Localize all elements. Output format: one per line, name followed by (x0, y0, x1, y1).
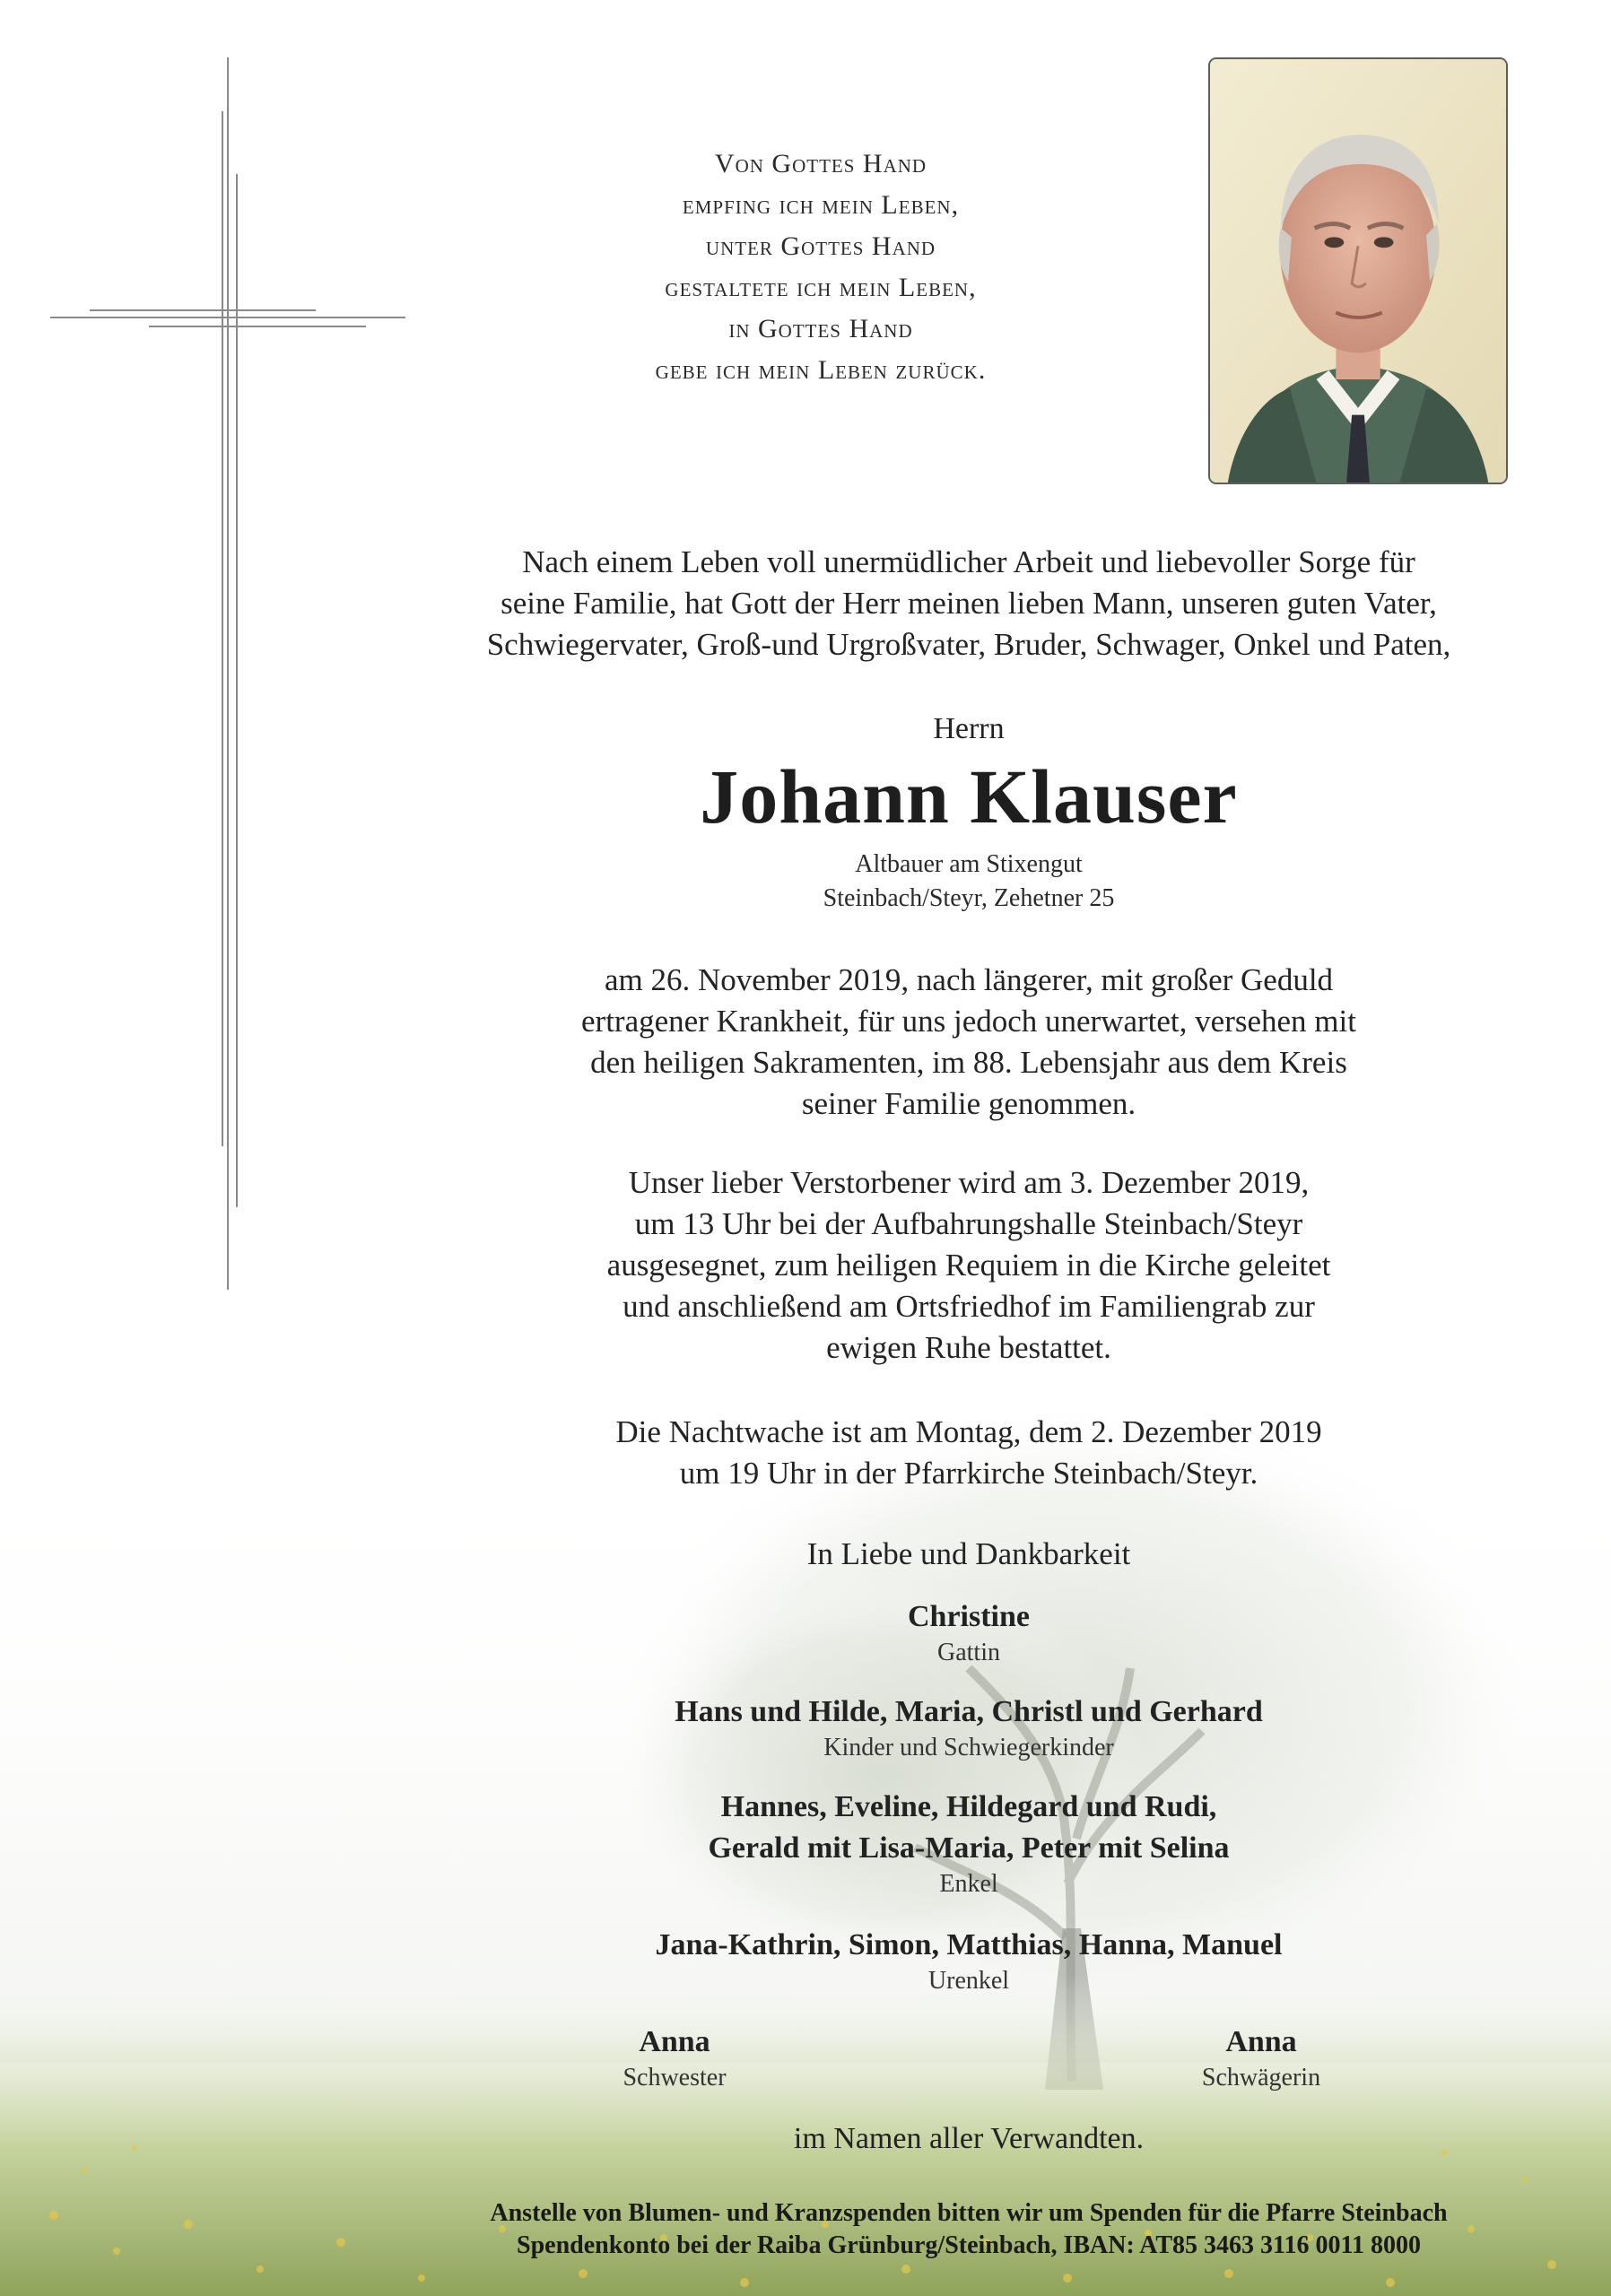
sister-in-law-entry (1127, 2022, 1396, 2093)
verse-line: unter Gottes Hand (705, 231, 936, 261)
closing-line: im Namen aller Verwandten. (793, 2122, 1145, 2155)
grandchildren-relation: Enkel (939, 1870, 998, 1898)
memorial-verse (538, 144, 1103, 391)
children-names: Hans und Hilde, Maria, Christl und Gerhard (675, 1695, 1263, 1728)
intro-text (377, 542, 1561, 665)
deceased-name: Johann Klauser (700, 753, 1238, 839)
grandchildren-names: Gerald mit Lisa-Maria, Peter mit Selina (708, 1831, 1230, 1865)
grandchildren-entry (502, 1787, 1435, 1900)
deceased-address: Steinbach/Steyr, Zehetner 25 (823, 884, 1115, 912)
great-grandchildren-relation: Urenkel (927, 1967, 1010, 1995)
funeral-line: um 13 Uhr bei der Aufbahrungshalle Steinbach/Steyr (634, 1206, 1303, 1241)
donation-line: Spendenkonto bei der Raiba Grünburg/Steinbach, IBAN: AT85 3463 3116 0011 8000 (517, 2231, 1421, 2259)
funeral-line: Unser lieber Verstorbener wird am 3. Dezember 2019, (628, 1165, 1310, 1200)
mourners-heading (377, 1534, 1561, 1575)
verse-line: gestaltete ich mein Leben, (665, 273, 977, 302)
cross-icon (0, 0, 413, 1292)
grandchildren-names: Hannes, Eveline, Hildegard und Rudi, (720, 1790, 1217, 1823)
sister-relation: Schwester (623, 2064, 727, 2092)
verse-line: gebe ich mein Leben zurück. (655, 355, 987, 385)
vigil-info (377, 1412, 1561, 1494)
vigil-line: um 19 Uhr in der Pfarrkirche Steinbach/Steyr. (679, 1456, 1258, 1491)
vigil-line: Die Nachtwache ist am Montag, dem 2. Dezember 2019 (615, 1414, 1322, 1449)
deceased-title: Altbauer am Stixengut (855, 850, 1083, 878)
donation-line: Anstelle von Blumen- und Kranzspenden bitten wir um Spenden für die Pfarre Steinbach (490, 2199, 1448, 2227)
great-grandchildren-names: Jana-Kathrin, Simon, Matthias, Hanna, Manuel (655, 1928, 1283, 1961)
death-notice (377, 960, 1561, 1125)
verse-line: Von Gottes Hand (714, 149, 927, 178)
verse-line: empfing ich mein Leben, (682, 190, 960, 220)
funeral-line: und anschließend am Ortsfriedhof im Familiengrab zur (623, 1289, 1315, 1324)
great-grandchildren-entry (502, 1925, 1435, 1996)
death-notice-line: seiner Familie genommen. (801, 1086, 1136, 1121)
death-notice-line: ertragener Krankheit, für uns jedoch unerwartet, versehen mit (581, 1004, 1356, 1039)
death-notice-line: den heiligen Sakramenten, im 88. Lebensjahr aus dem Kreis (590, 1045, 1347, 1080)
funeral-line: ausgesegnet, zum heiligen Requiem in die Kirche geleitet (606, 1248, 1331, 1283)
spouse-relation: Gattin (937, 1639, 1000, 1666)
donation-notice (323, 2197, 1611, 2262)
mourners-heading-text: In Liebe und Dankbarkeit (806, 1536, 1131, 1571)
sister-name: Anna (639, 2025, 710, 2058)
verse-line: in Gottes Hand (728, 314, 913, 344)
sister-entry (540, 2022, 809, 2093)
spouse-entry (502, 1596, 1435, 1668)
funeral-line: ewigen Ruhe bestattet. (826, 1330, 1111, 1365)
honorific: Herrn (933, 712, 1005, 745)
death-notice-line: am 26. November 2019, nach längerer, mit großer Geduld (604, 962, 1334, 997)
funeral-info (377, 1162, 1561, 1369)
sister-in-law-relation: Schwägerin (1201, 2064, 1321, 2092)
intro-line: seine Familie, hat Gott der Herr meinen lieben Mann, unseren guten Vater, (501, 586, 1437, 621)
portrait-photo (1208, 57, 1508, 484)
children-relation: Kinder und Schwiegerkinder (823, 1734, 1114, 1761)
intro-line: Schwiegervater, Groß-und Urgroßvater, Bruder, Schwager, Onkel und Paten, (486, 627, 1451, 662)
intro-line: Nach einem Leben voll unermüdlicher Arbeit und liebevoller Sorge für (522, 544, 1415, 579)
spouse-name: Christine (908, 1600, 1030, 1633)
sister-in-law-name: Anna (1225, 2025, 1297, 2058)
children-entry (502, 1692, 1435, 1763)
